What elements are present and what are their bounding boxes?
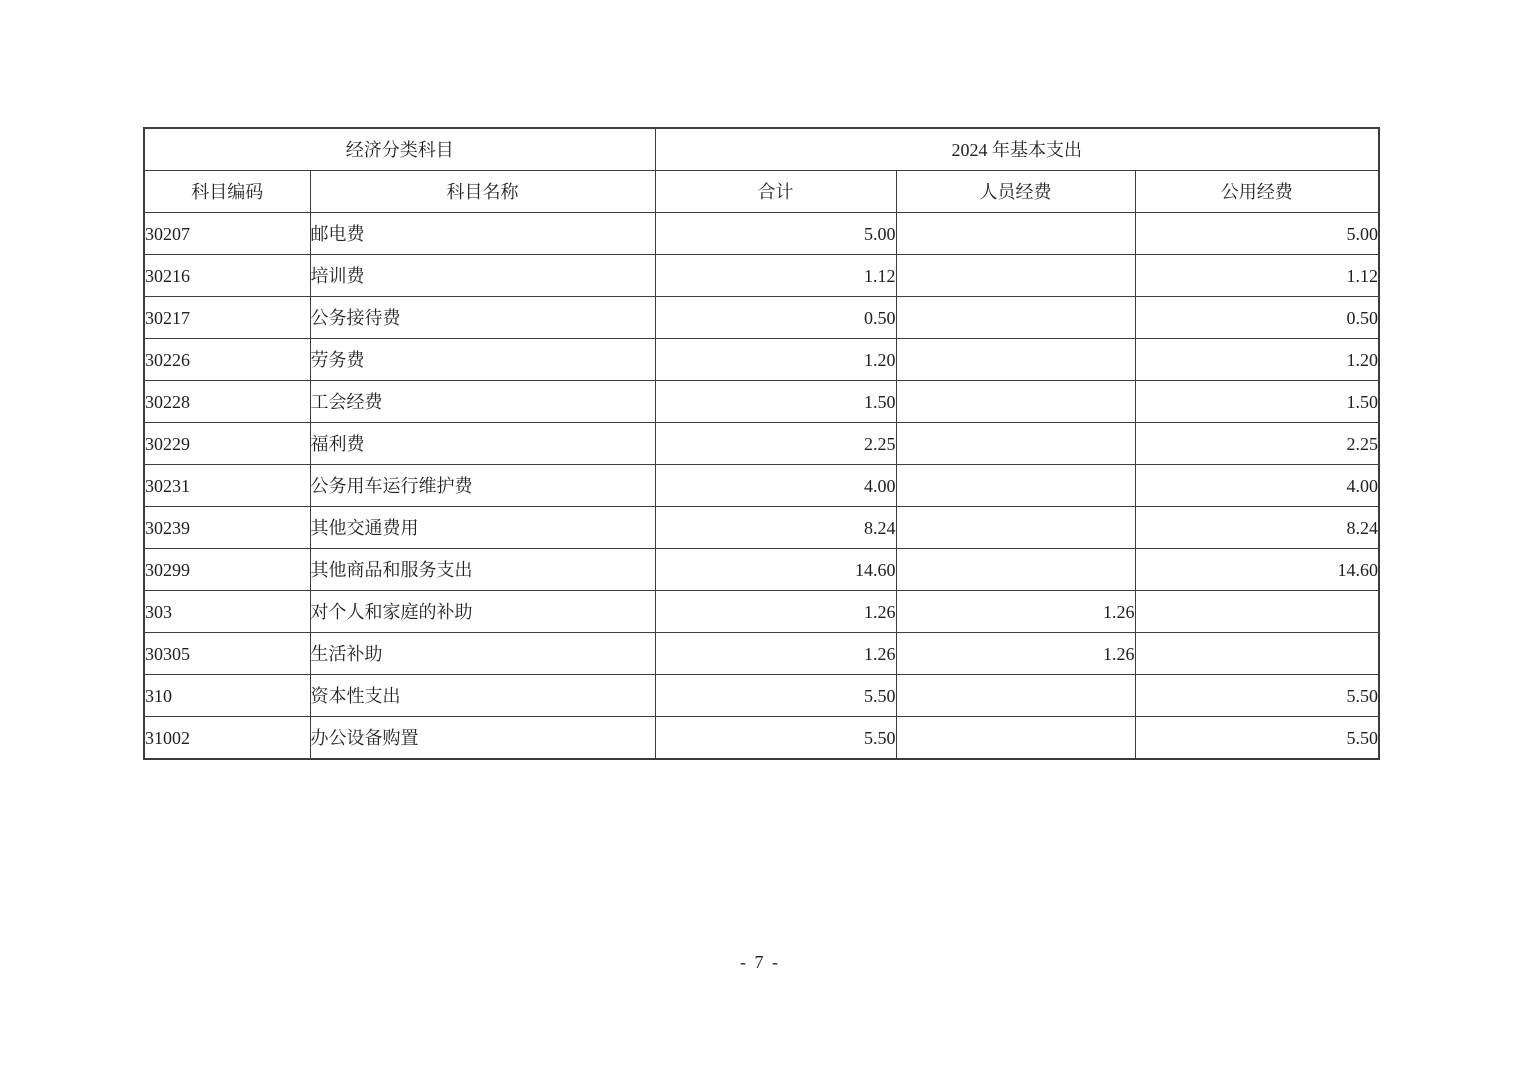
- table-row: [144, 255, 1379, 297]
- table-row: [144, 549, 1379, 591]
- cell-public: 1.12: [1135, 255, 1379, 297]
- cell-personnel: [896, 717, 1135, 760]
- cell-personnel: [896, 549, 1135, 591]
- cell-subject-code: 30216: [144, 255, 310, 297]
- cell-personnel: [896, 255, 1135, 297]
- table-row: [144, 591, 1379, 633]
- col-header-subject-name: 科目名称: [310, 171, 655, 213]
- table-row: [144, 507, 1379, 549]
- cell-subject-code: 31002: [144, 717, 310, 760]
- table-row: [144, 297, 1379, 339]
- cell-total: 8.24: [655, 507, 896, 549]
- cell-personnel: [896, 423, 1135, 465]
- header-group-row: [144, 128, 1379, 171]
- cell-public: 1.50: [1135, 381, 1379, 423]
- table-row: [144, 423, 1379, 465]
- cell-personnel: 1.26: [896, 591, 1135, 633]
- cell-total: 4.00: [655, 465, 896, 507]
- table-row: [144, 381, 1379, 423]
- table-row: [144, 339, 1379, 381]
- cell-public: [1135, 591, 1379, 633]
- cell-total: 1.50: [655, 381, 896, 423]
- table-row: [144, 213, 1379, 255]
- cell-personnel: [896, 675, 1135, 717]
- cell-subject-name: 公务接待费: [310, 297, 655, 339]
- cell-subject-name: 其他商品和服务支出: [310, 549, 655, 591]
- cell-total: 1.26: [655, 591, 896, 633]
- cell-total: 2.25: [655, 423, 896, 465]
- cell-subject-name: 对个人和家庭的补助: [310, 591, 655, 633]
- cell-subject-code: 30217: [144, 297, 310, 339]
- col-header-public-funds: 公用经费: [1135, 171, 1379, 213]
- cell-subject-code: 30239: [144, 507, 310, 549]
- cell-public: 0.50: [1135, 297, 1379, 339]
- col-header-subject-code: 科目编码: [144, 171, 310, 213]
- table-row: [144, 717, 1379, 760]
- cell-personnel: [896, 465, 1135, 507]
- cell-public: 5.50: [1135, 675, 1379, 717]
- cell-subject-name: 福利费: [310, 423, 655, 465]
- cell-public: 8.24: [1135, 507, 1379, 549]
- cell-subject-name: 办公设备购置: [310, 717, 655, 760]
- cell-total: 0.50: [655, 297, 896, 339]
- cell-subject-code: 303: [144, 591, 310, 633]
- cell-subject-name: 公务用车运行维护费: [310, 465, 655, 507]
- cell-total: 1.12: [655, 255, 896, 297]
- cell-public: 5.00: [1135, 213, 1379, 255]
- cell-personnel: [896, 381, 1135, 423]
- cell-public: [1135, 633, 1379, 675]
- cell-public: 5.50: [1135, 717, 1379, 760]
- cell-total: 5.00: [655, 213, 896, 255]
- cell-personnel: [896, 213, 1135, 255]
- cell-subject-code: 310: [144, 675, 310, 717]
- header-2024-basic-expenditure: 2024 年基本支出: [655, 128, 1379, 171]
- cell-subject-code: 30229: [144, 423, 310, 465]
- cell-subject-name: 其他交通费用: [310, 507, 655, 549]
- budget-table: [143, 127, 1380, 760]
- cell-subject-code: 30299: [144, 549, 310, 591]
- cell-total: 1.26: [655, 633, 896, 675]
- page-number: - 7 -: [740, 952, 780, 972]
- cell-subject-name: 资本性支出: [310, 675, 655, 717]
- cell-personnel: [896, 297, 1135, 339]
- col-header-personnel-funds: 人员经费: [896, 171, 1135, 213]
- cell-subject-name: 工会经费: [310, 381, 655, 423]
- cell-public: 2.25: [1135, 423, 1379, 465]
- cell-public: 14.60: [1135, 549, 1379, 591]
- table-row: [144, 633, 1379, 675]
- cell-personnel: [896, 507, 1135, 549]
- cell-subject-name: 劳务费: [310, 339, 655, 381]
- column-header-row: [144, 171, 1379, 213]
- col-header-total: 合计: [655, 171, 896, 213]
- cell-subject-code: 30226: [144, 339, 310, 381]
- cell-subject-code: 30207: [144, 213, 310, 255]
- cell-subject-code: 30231: [144, 465, 310, 507]
- cell-total: 5.50: [655, 675, 896, 717]
- cell-subject-name: 邮电费: [310, 213, 655, 255]
- cell-subject-code: 30305: [144, 633, 310, 675]
- table-row: [144, 675, 1379, 717]
- cell-personnel: 1.26: [896, 633, 1135, 675]
- cell-total: 14.60: [655, 549, 896, 591]
- cell-total: 1.20: [655, 339, 896, 381]
- header-economic-classification: 经济分类科目: [144, 128, 655, 171]
- cell-public: 4.00: [1135, 465, 1379, 507]
- table-row: [144, 465, 1379, 507]
- cell-subject-name: 培训费: [310, 255, 655, 297]
- cell-personnel: [896, 339, 1135, 381]
- cell-subject-code: 30228: [144, 381, 310, 423]
- cell-total: 5.50: [655, 717, 896, 760]
- cell-subject-name: 生活补助: [310, 633, 655, 675]
- cell-public: 1.20: [1135, 339, 1379, 381]
